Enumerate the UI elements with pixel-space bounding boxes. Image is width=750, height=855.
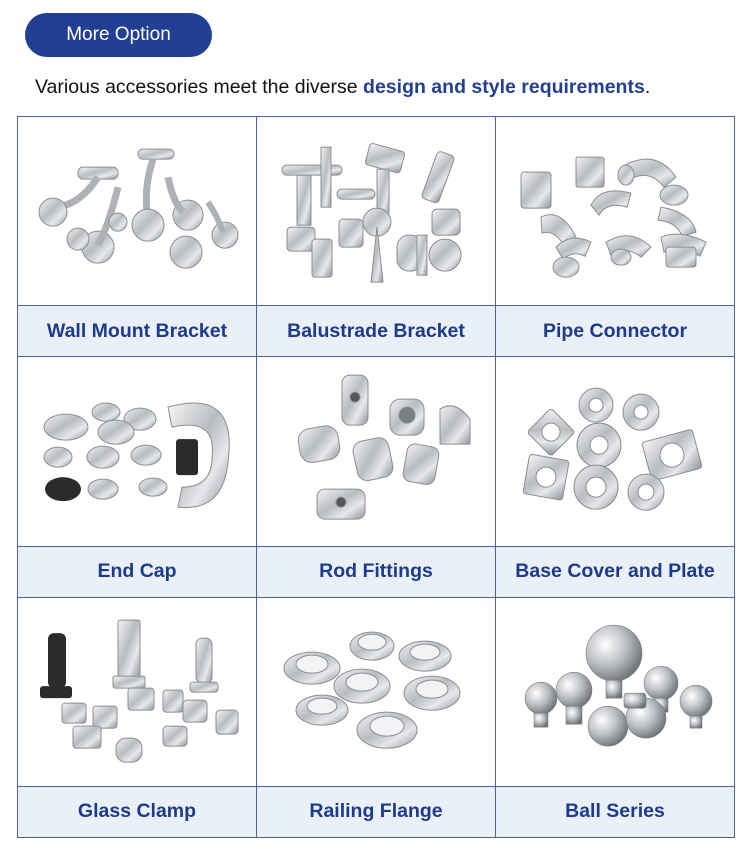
product-grid [17,116,735,838]
product-card-pipe-connector[interactable] [496,117,735,357]
product-card-railing-flange[interactable] [257,598,496,838]
more-option-button[interactable]: More Option [25,13,212,57]
base-cover-and-plate-image [496,357,734,545]
railing-flange-image [257,598,495,786]
glass-clamp-image [18,598,256,786]
product-card-end-cap[interactable] [18,357,257,597]
wall-mount-bracket-image [18,117,256,305]
product-label: End Cap [18,546,256,597]
product-label: Railing Flange [257,786,495,837]
rod-fittings-image [257,357,495,545]
intro-highlight: design and style requirements [363,76,645,98]
intro-end: . [644,76,651,98]
product-label: Pipe Connector [496,305,734,356]
product-label: Base Cover and Plate [496,546,734,597]
pipe-connector-image [496,117,734,305]
product-card-base-cover-and-plate[interactable] [496,357,735,597]
intro-text [35,76,650,99]
balustrade-bracket-image [257,117,495,305]
product-card-wall-mount-bracket[interactable] [18,117,257,357]
product-card-rod-fittings[interactable] [257,357,496,597]
product-card-glass-clamp[interactable] [18,598,257,838]
product-label: Glass Clamp [18,786,256,837]
intro-plain: Various accessories meet the diverse [35,76,364,98]
product-label: Rod Fittings [257,546,495,597]
product-label: Balustrade Bracket [257,305,495,356]
product-label: Ball Series [496,786,734,837]
product-card-balustrade-bracket[interactable] [257,117,496,357]
product-label: Wall Mount Bracket [18,305,256,356]
product-card-ball-series[interactable] [496,598,735,838]
ball-series-image [496,598,734,786]
end-cap-image [18,357,256,545]
